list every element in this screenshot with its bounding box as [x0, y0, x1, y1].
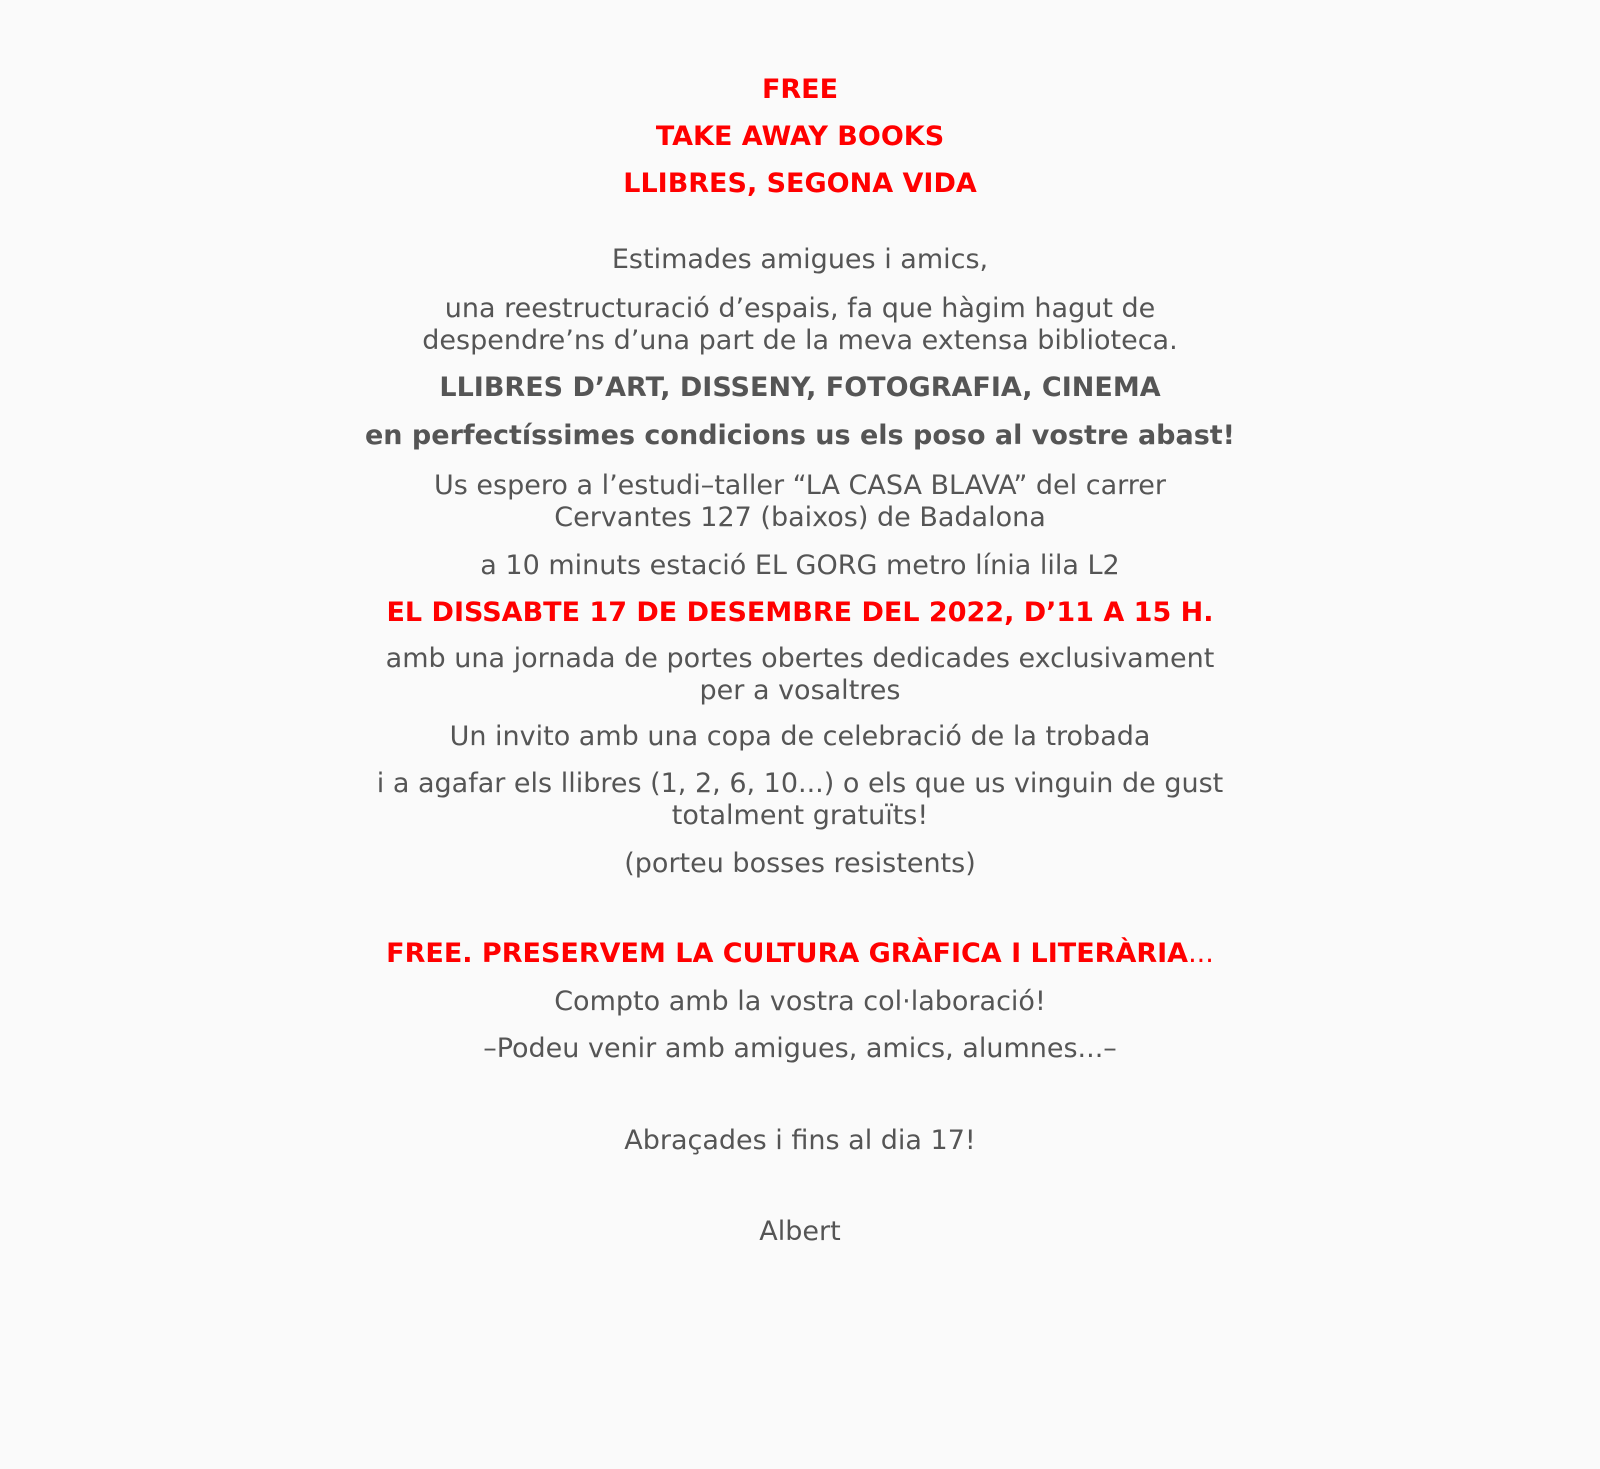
- condition-statement: en perfectíssimes condicions us els poso al vostre abast!: [365, 420, 1235, 451]
- intro-line-2: despendre’ns d’una part de la meva extensa biblioteca.: [422, 325, 1178, 356]
- header-take-away-books: TAKE AWAY BOOKS: [655, 121, 945, 152]
- open-day-line-1: amb una jornada de portes obertes dedicades exclusivament: [385, 643, 1215, 674]
- book-types: LLIBRES D’ART, DISSENY, FOTOGRAFIA, CINEMA: [439, 372, 1161, 403]
- signature: Albert: [759, 1216, 841, 1247]
- invitation-letter: [300, 74, 1300, 1248]
- location-line-1: Us espero a l’estudi–taller “LA CASA BLAVA” del carrer: [434, 470, 1166, 501]
- header-segona-vida: LLIBRES, SEGONA VIDA: [623, 168, 977, 199]
- bags-note: (porteu bosses resistents): [624, 848, 976, 879]
- location-line-2: Cervantes 127 (baixos) de Badalona: [554, 502, 1046, 533]
- preserve-culture-text: FREE. PRESERVEM LA CULTURA GRÀFICA I LITERÀRIA: [386, 938, 1189, 969]
- event-date: EL DISSABTE 17 DE DESEMBRE DEL 2022, D’11 A 15 H.: [386, 597, 1214, 628]
- header-free: FREE: [761, 74, 839, 105]
- preserve-culture-ellipsis: ...: [1188, 938, 1214, 969]
- greeting: Estimades amigues i amics,: [611, 244, 989, 275]
- bring-friends-line: –Podeu venir amb amigues, amics, alumnes...–: [483, 1033, 1117, 1064]
- intro-line-1: una reestructuració d’espais, fa que hàgim hagut de: [444, 293, 1156, 324]
- open-day-line-2: per a vosaltres: [699, 675, 901, 706]
- preserve-culture: [300, 938, 1300, 970]
- metro-directions: a 10 minuts estació EL GORG metro línia lila L2: [480, 550, 1120, 581]
- take-books-line-1: i a agafar els llibres (1, 2, 6, 10...) o els que us vinguin de gust: [376, 768, 1224, 799]
- take-books-line-2: totalment gratuïts!: [671, 800, 929, 831]
- collaboration-line: Compto amb la vostra col·laboració!: [554, 986, 1046, 1017]
- invite-line: Un invito amb una copa de celebració de la trobada: [449, 721, 1151, 752]
- closing-hugs: Abraçades i fins al dia 17!: [624, 1125, 976, 1156]
